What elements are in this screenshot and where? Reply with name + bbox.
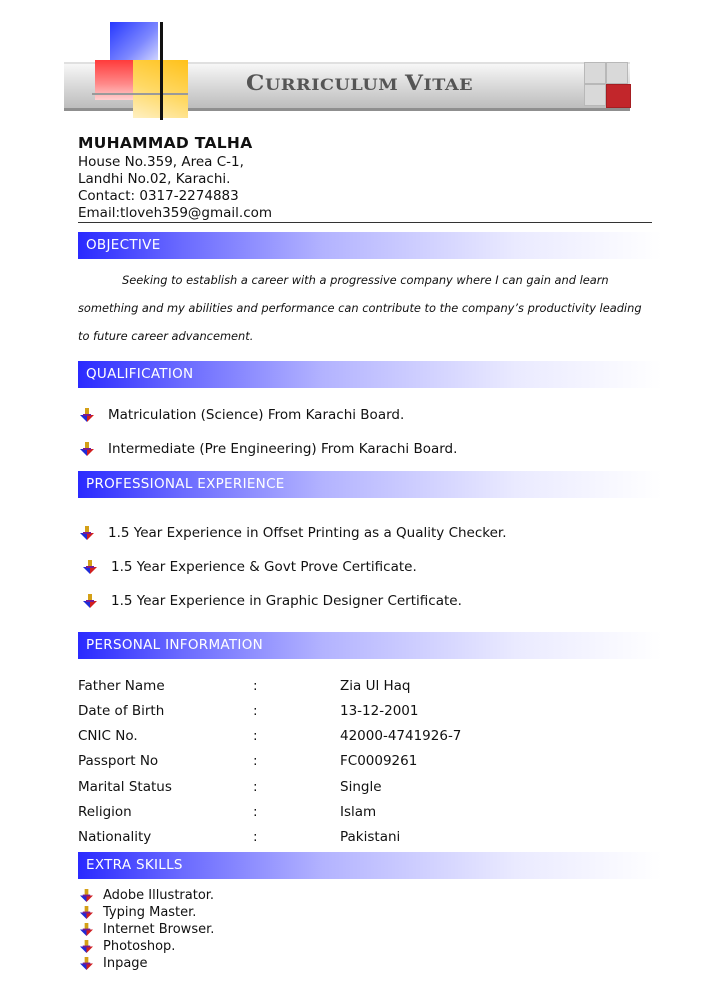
section-heading: PROFESSIONAL EXPERIENCE xyxy=(86,476,285,492)
info-row-religion: Religion : Islam xyxy=(78,804,377,820)
page-title: CURRICULUM VITAE xyxy=(246,70,474,95)
bullet-icon xyxy=(80,940,93,953)
info-row-passport: Passport No : FC0009261 xyxy=(78,753,418,769)
section-personal-information xyxy=(78,632,662,659)
list-item: 1.5 Year Experience in Graphic Designer Certificate. xyxy=(83,593,462,609)
bullet-icon xyxy=(80,923,93,936)
section-heading: QUALIFICATION xyxy=(86,366,194,382)
bullet-icon xyxy=(83,560,97,574)
list-item: Inpage xyxy=(80,956,148,971)
list-item: Matriculation (Science) From Karachi Board. xyxy=(80,407,404,423)
section-qualification xyxy=(78,361,662,388)
section-heading: OBJECTIVE xyxy=(86,237,161,253)
list-item: Photoshop. xyxy=(80,939,175,954)
info-row-marital-status: Marital Status : Single xyxy=(78,779,382,795)
contact-block xyxy=(78,134,272,222)
list-item: 1.5 Year Experience in Offset Printing as a Quality Checker. xyxy=(80,525,507,541)
bullet-icon xyxy=(80,906,93,919)
list-item: Intermediate (Pre Engineering) From Karachi Board. xyxy=(80,441,457,457)
address-line-1: House No.359, Area C-1, xyxy=(78,154,244,170)
decor-grid xyxy=(584,62,630,108)
contact-phone: Contact: 0317-2274883 xyxy=(78,188,239,204)
list-item: 1.5 Year Experience & Govt Prove Certificate. xyxy=(83,559,417,575)
info-row-nationality: Nationality : Pakistani xyxy=(78,829,401,845)
list-item: Typing Master. xyxy=(80,905,196,920)
info-row-cnic: CNIC No. : 42000-4741926-7 xyxy=(78,728,462,744)
list-item: Adobe Illustrator. xyxy=(80,888,214,903)
bullet-icon xyxy=(80,408,94,422)
info-row-father-name: Father Name : Zia Ul Haq xyxy=(78,678,411,694)
bullet-icon xyxy=(80,889,93,902)
bullet-icon xyxy=(80,526,94,540)
decor-horizontal-line xyxy=(92,93,188,95)
section-professional-experience xyxy=(78,471,662,498)
info-row-date-of-birth: Date of Birth : 13-12-2001 xyxy=(78,703,419,719)
decor-vertical-line xyxy=(160,22,163,120)
bullet-icon xyxy=(80,957,93,970)
objective-text: Seeking to establish a career with a progressive company where I can gain and learn something and my abilities and performance can contribute to the company’s productivity leading to future career advancement. xyxy=(78,273,642,343)
list-item: Internet Browser. xyxy=(80,922,214,937)
divider xyxy=(78,222,652,223)
candidate-name: MUHAMMAD TALHA xyxy=(78,134,253,152)
section-objective xyxy=(78,232,662,259)
contact-email: Email:tloveh359@gmail.com xyxy=(78,205,273,221)
bullet-icon xyxy=(80,442,94,456)
section-heading: PERSONAL INFORMATION xyxy=(86,637,264,653)
bullet-icon xyxy=(83,594,97,608)
section-heading: EXTRA SKILLS xyxy=(86,857,183,873)
address-line-2: Landhi No.02, Karachi. xyxy=(78,171,231,187)
section-extra-skills xyxy=(78,852,662,879)
